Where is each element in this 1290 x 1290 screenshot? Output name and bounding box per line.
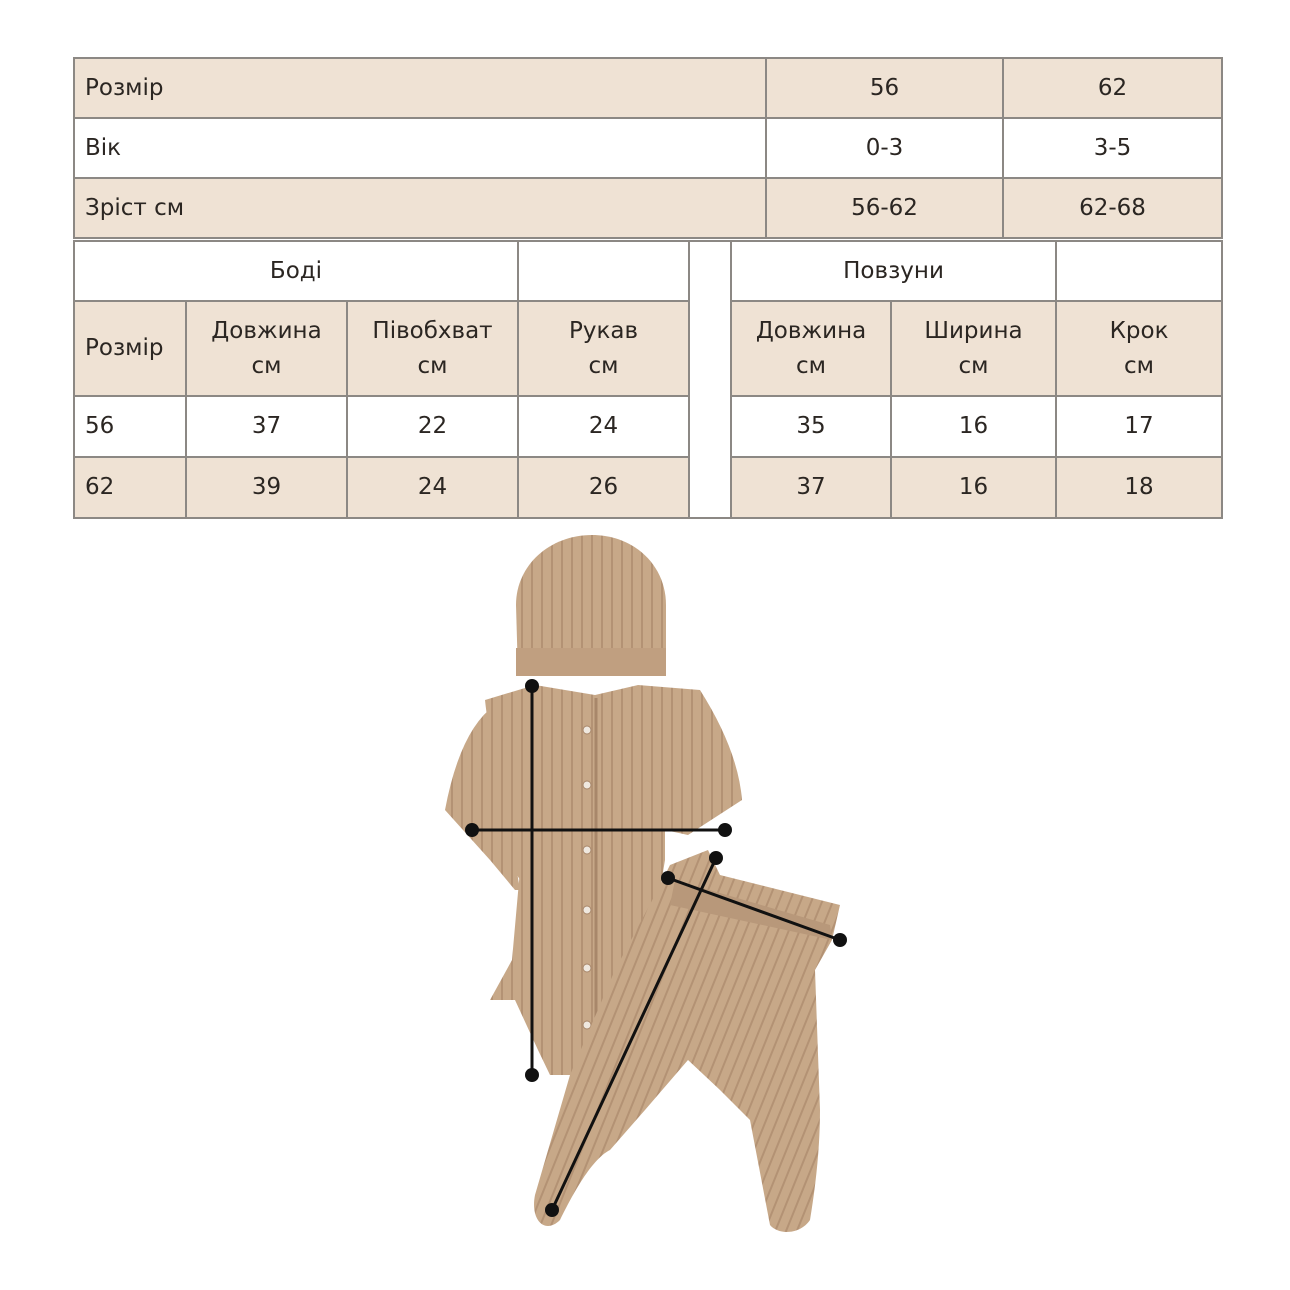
col-half-chest: Півобхват см — [347, 301, 518, 396]
summary-value: 56 — [766, 58, 1003, 118]
cell-half-chest: 22 — [347, 396, 518, 457]
pants-title: Повзуни — [731, 241, 1056, 301]
table-row — [74, 396, 1222, 457]
summary-row-age — [74, 118, 1222, 178]
cell-size: 62 — [74, 457, 186, 518]
col-pants-length: Довжина см — [731, 301, 891, 396]
bodysuit-title: Боді — [74, 241, 518, 301]
cell-width: 16 — [891, 396, 1056, 457]
col-size: Розмір — [74, 301, 186, 396]
summary-value: 62-68 — [1003, 178, 1222, 238]
cell-width: 16 — [891, 457, 1056, 518]
spacer-cell — [689, 301, 731, 396]
summary-row-size — [74, 58, 1222, 118]
table-row — [74, 457, 1222, 518]
summary-label: Зріст см — [74, 178, 766, 238]
cell-inseam: 17 — [1056, 396, 1222, 457]
col-sleeve: Рукав см — [518, 301, 689, 396]
summary-value: 3-5 — [1003, 118, 1222, 178]
cell-size: 56 — [74, 396, 186, 457]
cell-body-length: 37 — [186, 396, 347, 457]
col-body-length: Довжина см — [186, 301, 347, 396]
cell-sleeve: 24 — [518, 396, 689, 457]
cell-sleeve: 26 — [518, 457, 689, 518]
summary-value: 56-62 — [766, 178, 1003, 238]
column-header-row — [74, 301, 1222, 396]
spacer-cell — [689, 241, 731, 301]
spacer-cell — [689, 457, 731, 518]
cell-body-length: 39 — [186, 457, 347, 518]
measurements-table — [73, 240, 1223, 519]
summary-label: Розмір — [74, 58, 766, 118]
hat-image — [516, 535, 666, 676]
summary-table — [73, 57, 1223, 239]
col-inseam: Крок см — [1056, 301, 1222, 396]
summary-row-height — [74, 178, 1222, 238]
garment-illustration — [420, 530, 860, 1250]
empty-cell — [518, 241, 689, 301]
cell-pants-length: 35 — [731, 396, 891, 457]
cell-pants-length: 37 — [731, 457, 891, 518]
spacer-cell — [689, 396, 731, 457]
empty-cell — [1056, 241, 1222, 301]
summary-value: 0-3 — [766, 118, 1003, 178]
cell-half-chest: 24 — [347, 457, 518, 518]
section-header-row — [74, 241, 1222, 301]
cell-inseam: 18 — [1056, 457, 1222, 518]
col-width: Ширина см — [891, 301, 1056, 396]
summary-value: 62 — [1003, 58, 1222, 118]
summary-label: Вік — [74, 118, 766, 178]
